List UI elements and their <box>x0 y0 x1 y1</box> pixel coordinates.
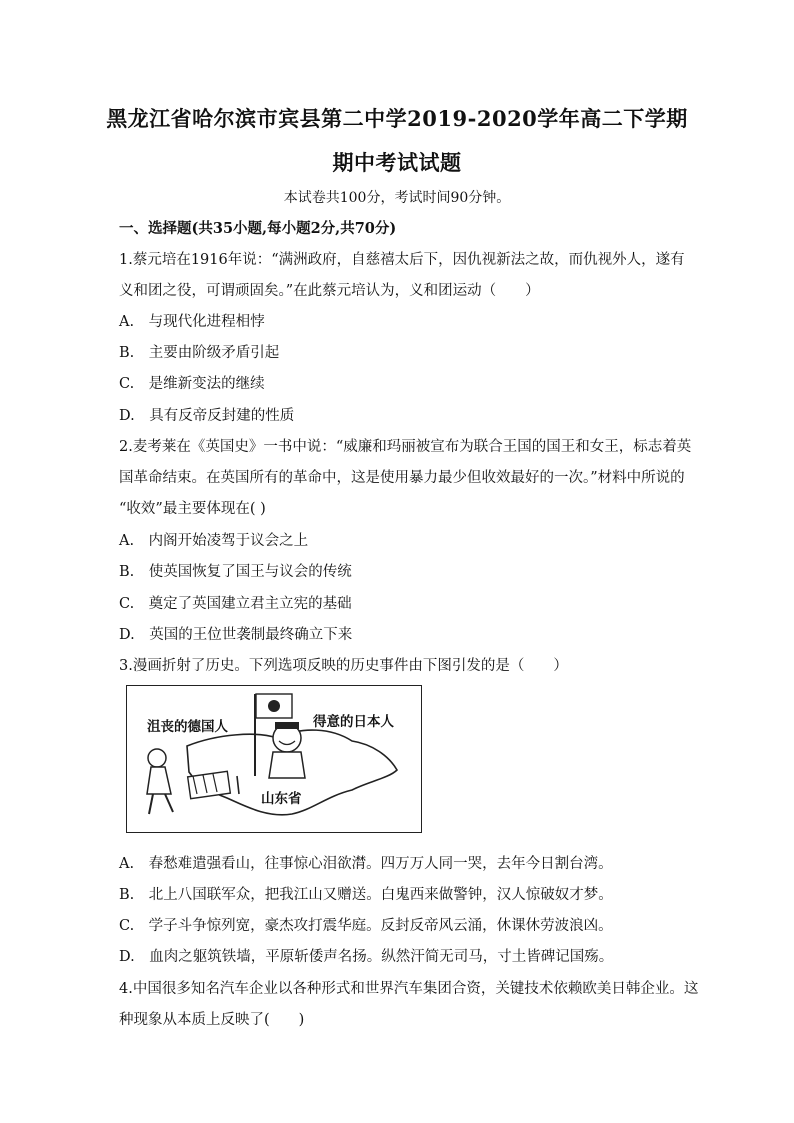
label-japanese: 得意的日本人 <box>313 714 394 730</box>
question-3-stem: 3.漫画折射了历史。下列选项反映的历史事件由下图引发的是（ ） <box>119 658 568 674</box>
question-2-option-a: A. 内阁开始凌驾于议会之上 <box>119 533 309 549</box>
question-2-stem-line1: 2.麦考莱在《英国史》一书中说：“威廉和玛丽被宣布为联合王国的国王和女王，标志着英 <box>119 439 692 455</box>
question-1-stem-line1: 1.蔡元培在1916年说：“满洲政府，自慈禧太后下，因仇视新法之故，而仇视外人，遂有 <box>119 252 685 268</box>
question-1-option-d: D. 具有反帝反封建的性质 <box>119 408 295 424</box>
question-1-option-b: B. 主要由阶级矛盾引起 <box>119 345 280 361</box>
exam-title-line1: 黑龙江省哈尔滨市宾县第二中学2019-2020学年高二下学期 <box>106 106 688 131</box>
question-1-option-c: C. 是维新变法的继续 <box>119 376 265 392</box>
question-4-stem-line1: 4.中国很多知名汽车企业以各种形式和世界汽车集团合资，关键技术依赖欧美日韩企业。这 <box>119 981 699 997</box>
question-2-option-d: D. 英国的王位世袭制最终确立下来 <box>119 627 353 643</box>
cartoon-figure <box>126 685 422 833</box>
label-province: 山东省 <box>261 791 302 807</box>
german-head <box>148 749 166 767</box>
question-3-option-a: A. 春愁难遣强看山，往事惊心泪欲潸。四万万人同一哭，去年今日割台湾。 <box>119 856 613 872</box>
exam-title-line2: 期中考试试题 <box>332 150 462 175</box>
question-2-stem-line3: “收效”最主要体现在( ) <box>119 501 266 517</box>
german-body <box>147 767 171 794</box>
question-1-stem-line2: 义和团之役，可谓顽固矣。”在此蔡元培认为，义和团运动（ ） <box>119 283 540 299</box>
japanese-cap <box>275 722 299 729</box>
cartoon-drawing <box>127 686 423 834</box>
label-german: 沮丧的德国人 <box>147 719 228 735</box>
japanese-body <box>269 752 305 778</box>
question-4-stem-line2: 种现象从本质上反映了( ) <box>119 1012 305 1028</box>
question-1-option-a: A. 与现代化进程相悖 <box>119 314 265 330</box>
question-2-option-c: C. 奠定了英国建立君主立宪的基础 <box>119 596 352 612</box>
exam-info: 本试卷共100分，考试时间90分钟。 <box>283 190 511 206</box>
question-3-option-b: B. 北上八国联军众，把我江山又赠送。白鬼西来做警钟，汉人惊破奴才梦。 <box>119 887 613 903</box>
question-3-option-d: D. 血肉之躯筑铁墙，平原斩倭声名扬。纵然汗简无司马，寸土皆碑记国殇。 <box>119 949 614 965</box>
dropped-flag <box>188 771 231 798</box>
question-3-option-c: C. 学子斗争惊列宽，豪杰攻打震华庭。反封反帝风云涌，休课休劳波浪凶。 <box>119 918 613 934</box>
question-2-option-b: B. 使英国恢复了国王与议会的传统 <box>119 564 352 580</box>
flag-sun <box>268 700 280 712</box>
section-heading: 一、选择题(共35小题,每小题2分,共70分) <box>119 220 397 237</box>
question-2-stem-line2: 国革命结束。在英国所有的革命中，这是使用暴力最少但收效最好的一次。”材料中所说的 <box>119 470 685 486</box>
